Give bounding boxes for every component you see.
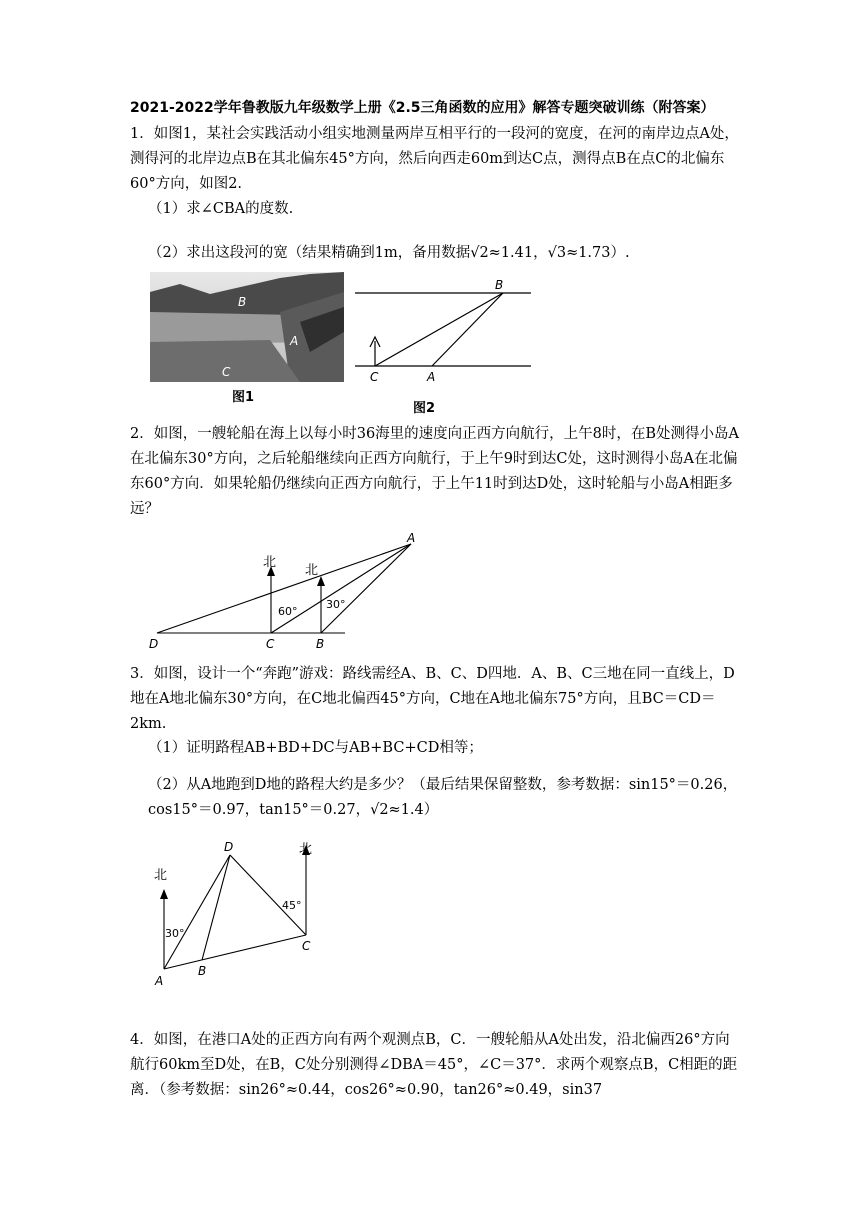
q3-label-d: D bbox=[224, 840, 234, 854]
q3-north-label-a: 北 bbox=[154, 868, 168, 883]
q2-label-c: C bbox=[266, 637, 275, 651]
figure-1-photo bbox=[150, 272, 344, 382]
line-da bbox=[157, 544, 411, 633]
line-ab bbox=[432, 293, 503, 366]
figure-2-diagram bbox=[355, 275, 535, 385]
line-ba bbox=[321, 544, 411, 633]
line-ac bbox=[164, 935, 306, 969]
q2-angle-60: 60° bbox=[278, 605, 298, 618]
q2-label-a: A bbox=[407, 531, 416, 545]
q3-label-a: A bbox=[155, 974, 164, 988]
question-3-text: 3．如图，设计一个“奔跑”游戏：路线需经A、B、C、D四地．A、B、C三地在同一直线上，D地在A地北偏东30°方向，在C地北偏西45°方向，C地在A地北偏东75°方向，且BC＝CD＝2km. bbox=[130, 666, 735, 732]
q2-label-d: D bbox=[149, 637, 159, 651]
q3-label-b: B bbox=[198, 964, 207, 978]
q3-label-c: C bbox=[302, 939, 311, 953]
question-3-diagram bbox=[150, 835, 325, 990]
north-label-b: 北 bbox=[305, 563, 319, 578]
photo-label-c: C bbox=[222, 365, 231, 379]
q3-angle-30: 30° bbox=[165, 927, 185, 940]
question-4-text: 4．如图，在港口A处的正西方向有两个观测点B，C．一艘轮船从A处出发，沿北偏西26°方向航行60km至D处，在B，C处分别测得∠DBA＝45°，∠C＝37°．求两个观察点B，C相距的距离．（参考数据：sin26°≈0.44，cos26°≈0.90，tan26°≈0.49，sin37 bbox=[130, 1032, 738, 1098]
figure-1-caption: 图1 bbox=[232, 390, 255, 405]
q3-north-label-c: 北 bbox=[299, 842, 313, 857]
question-2-text: 2．如图，一艘轮船在海上以每小时36海里的速度向正西方向航行，上午8时，在B处测得小岛A在北偏东30°方向，之后轮船继续向正西方向航行，于上午9时到达C处，这时测得小岛A在北偏东60°方向．如果轮船仍继续向正西方向航行，于上午11时到达D处，这时轮船与小岛A相距多远？ bbox=[130, 426, 740, 517]
line-ad bbox=[164, 855, 230, 969]
north-arrow-a-icon bbox=[160, 889, 168, 899]
photo-label-b: B bbox=[238, 295, 247, 309]
line-cb bbox=[375, 293, 503, 366]
q2-label-b: B bbox=[316, 637, 325, 651]
page-title: 2021-2022学年鲁教版九年级数学上册《2.5三角函数的应用》解答专题突破训练（附答案） bbox=[130, 100, 715, 116]
q3-angle-45: 45° bbox=[282, 899, 302, 912]
question-2-diagram bbox=[145, 530, 425, 655]
line-ca bbox=[271, 544, 411, 633]
fig2-label-c: C bbox=[370, 370, 379, 384]
north-arrow-b-icon bbox=[317, 576, 325, 586]
fig2-label-b: B bbox=[495, 278, 504, 292]
question-1-part-1: （1）求∠CBA的度数. bbox=[148, 201, 294, 217]
q2-angle-30: 30° bbox=[326, 598, 346, 611]
photo-label-a: A bbox=[290, 334, 299, 348]
line-dc bbox=[230, 855, 306, 935]
fig2-label-a: A bbox=[427, 370, 436, 384]
figure-2-caption: 图2 bbox=[413, 401, 436, 416]
line-bd bbox=[202, 855, 230, 960]
question-1-text: 1．如图1，某社会实践活动小组实地测量两岸互相平行的一段河的宽度，在河的南岸边点A处，测得河的北岸边点B在其北偏东45°方向，然后向西走60m到达C点，测得点B在点C的北偏东60°方向，如图2. bbox=[130, 126, 739, 192]
north-label-c: 北 bbox=[263, 555, 277, 570]
question-3-part-2: （2）从A地跑到D地的路程大约是多少？（最后结果保留整数，参考数据：sin15°＝0.26，cos15°＝0.97，tan15°＝0.27，√2≈1.4） bbox=[148, 777, 738, 818]
question-1-part-2: （2）求出这段河的宽（结果精确到1m，备用数据√2≈1.41，√3≈1.73）. bbox=[148, 245, 630, 261]
question-3-part-1: （1）证明路程AB+BD+DC与AB+BC+CD相等； bbox=[148, 740, 483, 756]
